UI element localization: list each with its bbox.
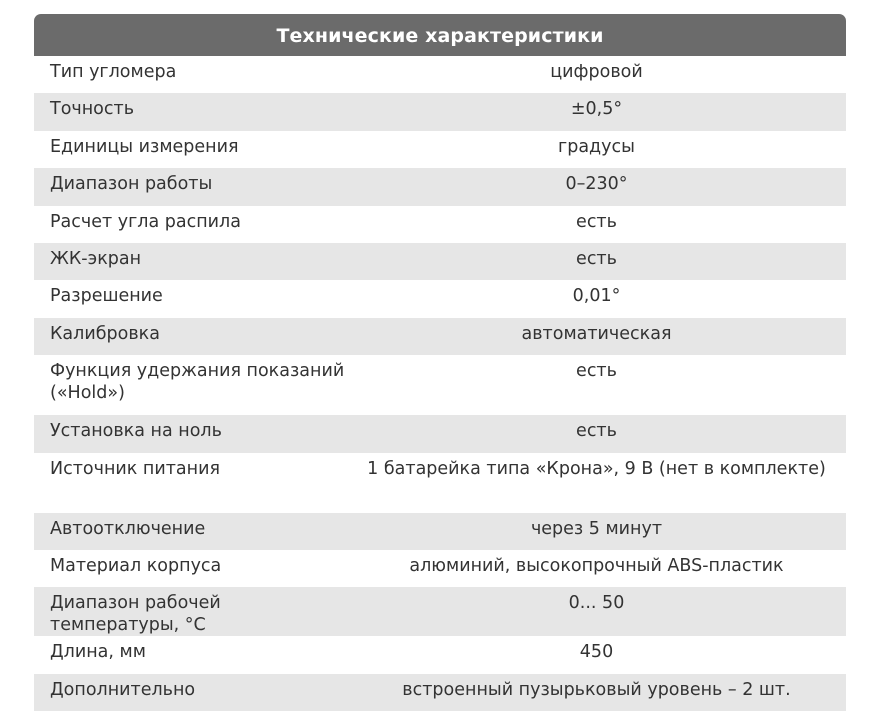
spec-value: 0... 50 (355, 587, 846, 636)
spec-label: Разрешение (34, 280, 355, 317)
table-row (34, 280, 846, 317)
table-row (34, 131, 846, 168)
spec-label: Установка на ноль (34, 415, 355, 452)
spec-value: алюминий, высокопрочный ABS-пластик (355, 550, 846, 587)
spec-value: есть (355, 206, 846, 243)
spec-label: Длина, мм (34, 636, 355, 673)
table-row (34, 168, 846, 205)
spec-value: градусы (355, 131, 846, 168)
spec-label: Дополнительно (34, 674, 355, 711)
spec-value: встроенный пузырьковый уровень – 2 шт. (355, 674, 846, 711)
table-row (34, 93, 846, 130)
spec-label: Тип угломера (34, 56, 355, 93)
spec-label: Автоотключение (34, 513, 355, 550)
spec-label: Функция удержания показаний («Hold») (34, 355, 355, 415)
spec-value: 450 (355, 636, 846, 673)
spec-value: автоматическая (355, 318, 846, 355)
spec-label: Материал корпуса (34, 550, 355, 587)
spec-value: 1 батарейка типа «Крона», 9 В (нет в комплекте) (355, 453, 846, 513)
spec-value: есть (355, 355, 846, 415)
spec-value: есть (355, 415, 846, 452)
spec-label: ЖК-экран (34, 243, 355, 280)
table-row (34, 453, 846, 513)
table-row (34, 513, 846, 550)
table-row (34, 355, 846, 415)
spec-label: Диапазон рабочей температуры, °С (34, 587, 355, 636)
spec-label: Источник питания (34, 453, 355, 513)
table-row (34, 415, 846, 452)
specs-card (34, 14, 846, 700)
table-row (34, 318, 846, 355)
spec-value: есть (355, 243, 846, 280)
spec-label: Расчет угла распила (34, 206, 355, 243)
spec-label: Калибровка (34, 318, 355, 355)
table-row (34, 550, 846, 587)
spec-value: через 5 минут (355, 513, 846, 550)
spec-value: цифровой (355, 56, 846, 93)
table-row (34, 56, 846, 93)
specs-title: Технические характеристики (276, 25, 604, 47)
spec-label: Точность (34, 93, 355, 130)
spec-label: Диапазон работы (34, 168, 355, 205)
table-row (34, 587, 846, 636)
table-row (34, 636, 846, 673)
table-row (34, 243, 846, 280)
spec-value: ±0,5° (355, 93, 846, 130)
spec-value: 0–230° (355, 168, 846, 205)
spec-label: Единицы измерения (34, 131, 355, 168)
table-row (34, 674, 846, 711)
spec-value: 0,01° (355, 280, 846, 317)
table-row (34, 206, 846, 243)
specs-table (34, 56, 846, 711)
